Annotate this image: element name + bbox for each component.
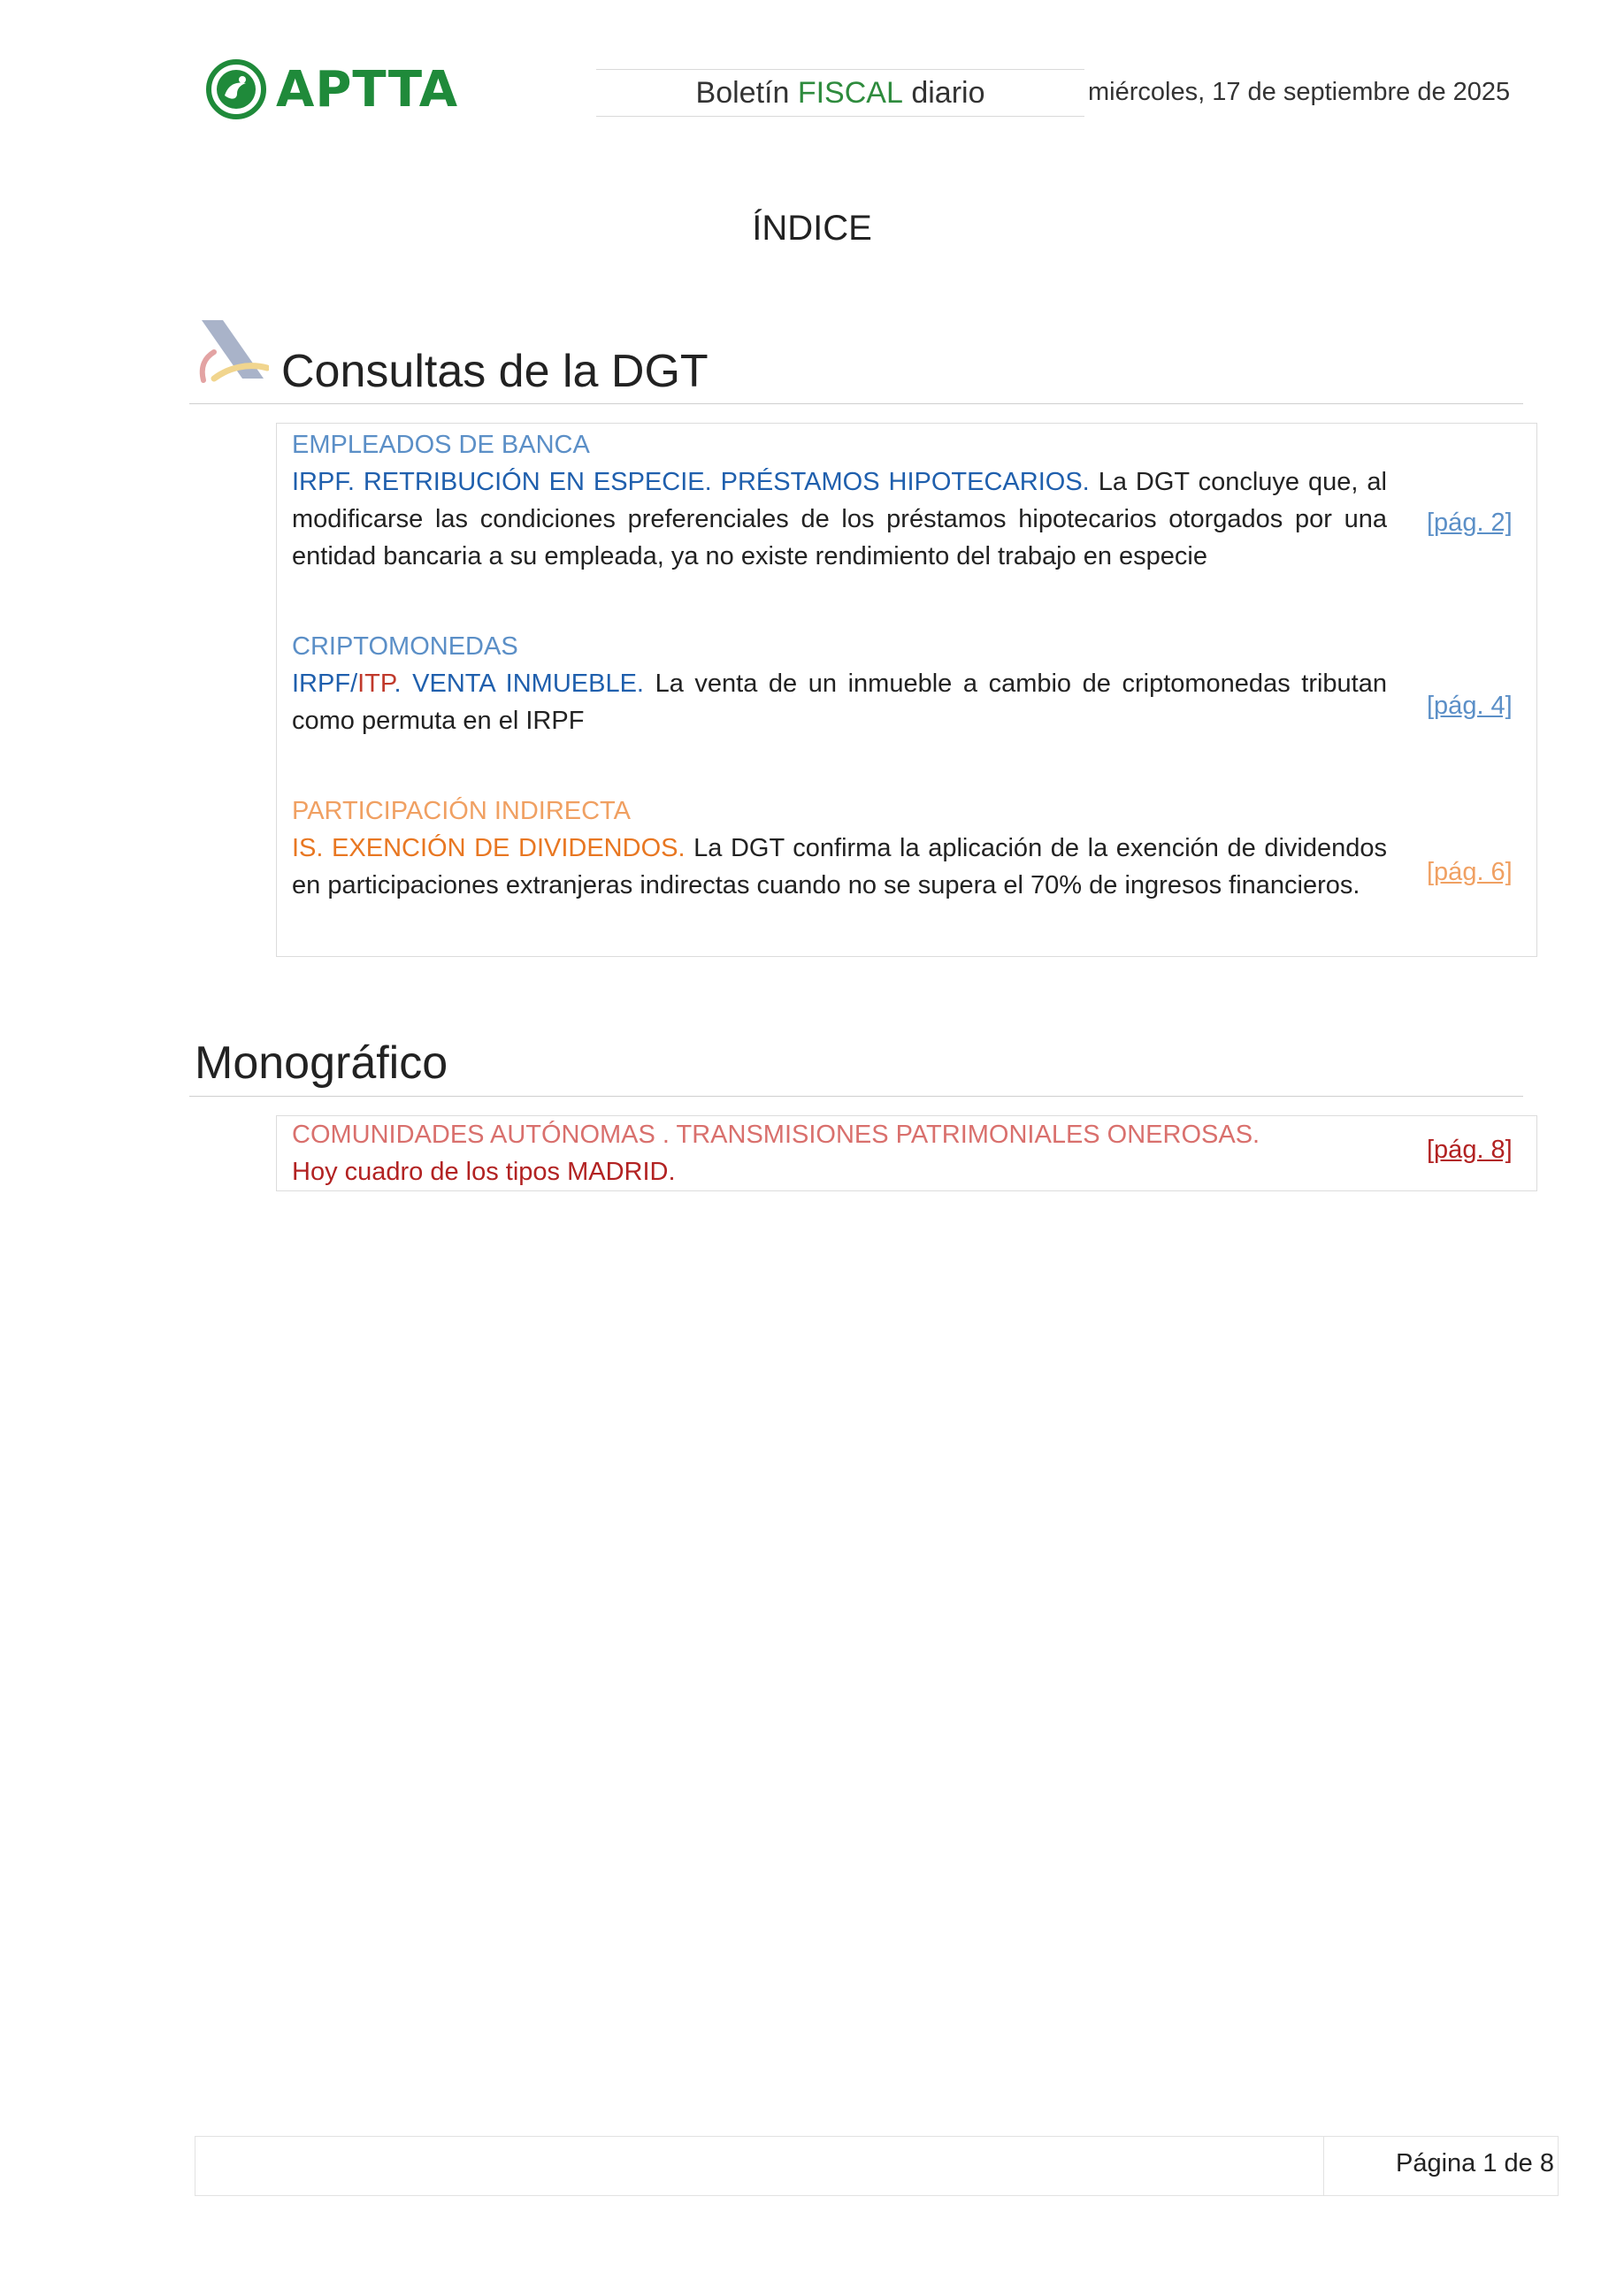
mono-section-title: Monográfico	[195, 1037, 448, 1089]
entry-text: La venta de un inmueble a cambio de criptomonedas tributan como permuta en el IRPF	[292, 670, 1387, 735]
footer-page-number: Página 1 de 8	[1396, 2149, 1554, 2177]
mono-entry-tipos-madrid	[292, 1116, 1387, 1190]
entry-category: CRIPTOMONEDAS	[292, 632, 518, 661]
dgt-section-rule	[189, 403, 1523, 404]
entry-lead-irpf[interactable]: IRPF	[292, 670, 351, 698]
dgt-section-title: Consultas de la DGT	[281, 346, 709, 397]
entry-summary	[292, 830, 1387, 904]
page-link-4[interactable]: [pág. 4]	[1427, 692, 1513, 720]
entry-category: EMPLEADOS DE BANCA	[292, 431, 590, 459]
index-title: ÍNDICE	[752, 209, 872, 248]
footer-separator	[1323, 2136, 1324, 2196]
entry-summary	[292, 665, 1387, 739]
entry-lead-rest[interactable]: . VENTA INMUEBLE.	[394, 670, 644, 698]
page-link-6[interactable]: [pág. 6]	[1427, 858, 1513, 886]
entry-lead-sep: /	[350, 670, 358, 698]
header-date: miércoles, 17 de septiembre de 2025	[1088, 78, 1511, 106]
page-link-2[interactable]: [pág. 2]	[1427, 509, 1513, 537]
entry-text: La DGT confirma la aplicación de la exención de dividendos en participaciones extranjeras indirectas cuando no se supera el 70% de ingresos financieros.	[292, 834, 1387, 899]
dgt-entry-empleados-banca	[292, 426, 1387, 575]
entry-summary	[292, 463, 1387, 575]
entry-text: La DGT concluye que, al modificarse las condiciones preferenciales de los préstamos hipotecarios otorgados por una entidad bancaria a su empleada, ya no existe rendimiento del trabajo en especie	[292, 468, 1388, 570]
agencia-tributaria-icon	[196, 317, 269, 387]
entry-category: PARTICIPACIÓN INDIRECTA	[292, 797, 631, 825]
entry-summary[interactable]: Hoy cuadro de los tipos MADRID.	[292, 1158, 676, 1186]
mono-section-rule	[189, 1096, 1523, 1097]
page-link-8[interactable]: [pág. 8]	[1427, 1136, 1513, 1164]
bulletin-title-highlight: FISCAL	[797, 75, 903, 110]
dgt-entry-participacion-indirecta	[292, 792, 1387, 904]
entry-lead[interactable]: IS. EXENCIÓN DE DIVIDENDOS.	[292, 834, 686, 862]
entry-lead-itp[interactable]: ITP	[357, 670, 395, 698]
aptta-logo	[205, 58, 458, 120]
dgt-entry-criptomonedas	[292, 628, 1387, 739]
bulletin-title	[596, 69, 1084, 117]
footer-box	[195, 2136, 1559, 2196]
entry-category: COMUNIDADES AUTÓNOMAS . TRANSMISIONES PATRIMONIALES ONEROSAS.	[292, 1121, 1260, 1149]
bulletin-title-post: diario	[902, 75, 985, 110]
logo-text: APTTA	[276, 60, 459, 119]
aptta-emblem-icon	[205, 58, 267, 120]
bulletin-title-pre: Boletín	[695, 75, 798, 110]
entry-lead[interactable]: IRPF. RETRIBUCIÓN EN ESPECIE. PRÉSTAMOS HIPOTECARIOS.	[292, 468, 1090, 496]
